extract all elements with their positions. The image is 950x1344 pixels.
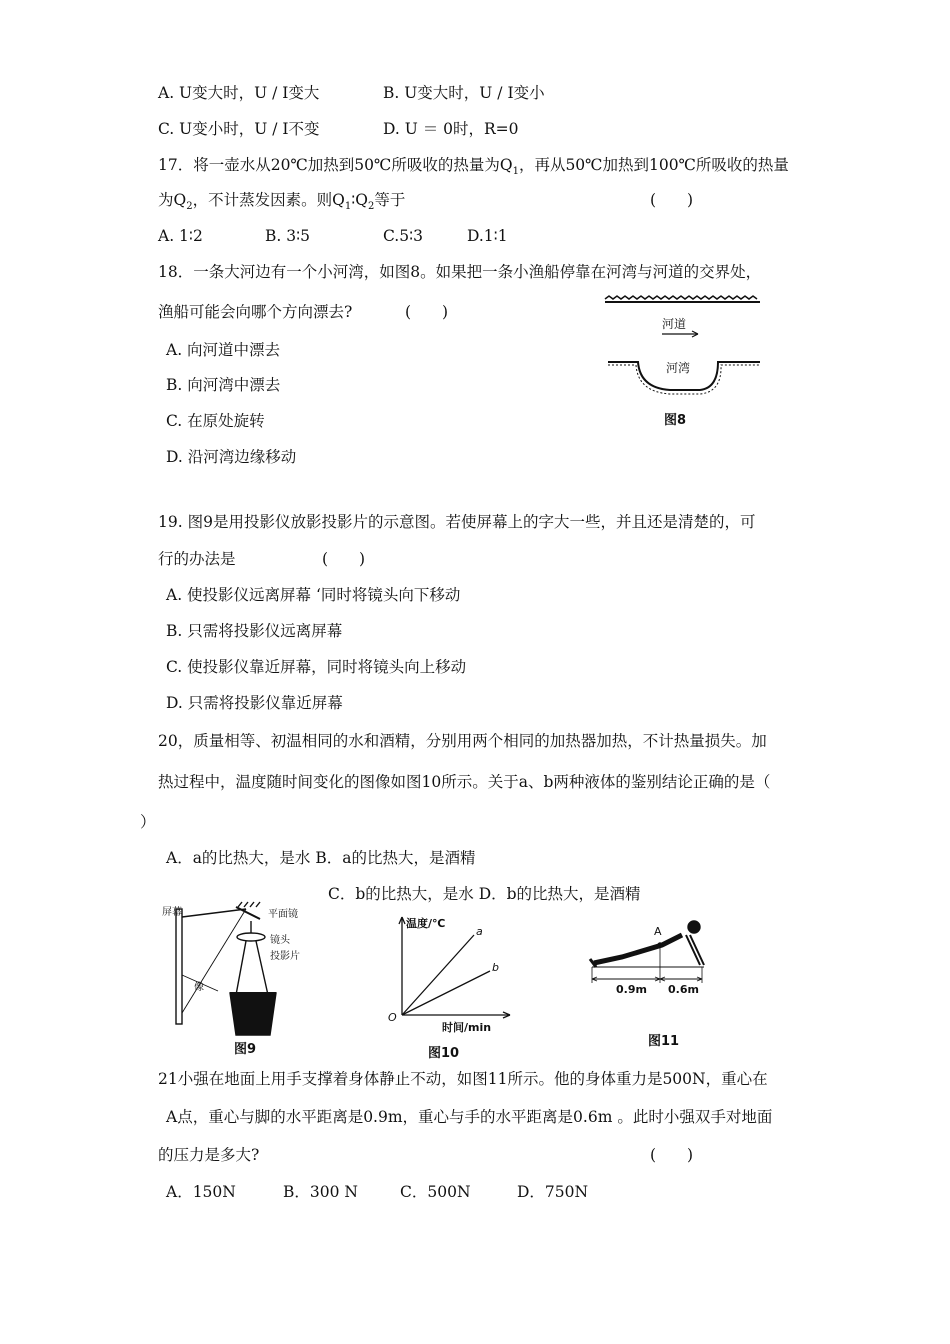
q19-stem-line2: 行的办法是 — [158, 550, 236, 568]
figure-9-label-image: 像 — [194, 982, 204, 993]
q20-stem-line3: ） — [140, 813, 156, 831]
q18-option-d: D. 沿河湾边缘移动 — [166, 448, 297, 466]
figure-10-line-a — [402, 935, 474, 1015]
q18-option-a: A. 向河道中漂去 — [166, 341, 281, 359]
figure-10-line-b — [402, 971, 490, 1015]
q21-stem-line1: 21小强在地面上用手支撑着身体静止不动，如图11所示。他的身体重力是500N，重心在 — [158, 1070, 768, 1088]
q16-option-a: A. U变大时，U / I变大 — [158, 84, 320, 102]
figure-8-label-bay: 河湾 — [666, 361, 691, 375]
q19-option-b: B. 只需将投影仪远离屏幕 — [166, 622, 343, 640]
q16-option-d: D. U ＝ 0时，R=0 — [383, 120, 519, 138]
q18-stem-line1: 18．一条大河边有一个小河湾，如图8。如果把一条小渔船停靠在河湾与河道的交界处， — [158, 263, 762, 281]
q20-stem-line1: 20，质量相等、初温相同的水和酒精，分别用两个相同的加热器加热，不计热量损失。加 — [158, 732, 767, 750]
figure-10-temp-time-graph — [380, 905, 525, 1065]
q17-option-b: B. 3∶5 — [265, 227, 311, 245]
figure-8-label-river: 河道 — [662, 317, 687, 331]
figure-11-dist-feet: 0.9m — [616, 983, 647, 996]
q17-stem-line2: 为$Q_2$，不计蒸发因素。则$Q_1∶Q_2$等于 — [158, 191, 406, 213]
q19-option-d: D. 只需将投影仪靠近屏幕 — [166, 694, 343, 712]
q18-option-b: B. 向河湾中漂去 — [166, 376, 281, 394]
figure-9-label-lens: 镜头 — [270, 935, 290, 946]
figure-10-origin: O — [388, 1011, 397, 1024]
figure-11-point-a: A — [654, 925, 662, 938]
q21-option-a: A．150N — [166, 1183, 236, 1201]
q21-option-b: B．300 N — [283, 1183, 358, 1201]
q17-stem-line1: 17．将一壶水从20℃加热到50℃所吸收的热量为$Q_1$，再从50℃加热到100℃所吸收的热量 — [158, 156, 789, 178]
figure-9-label-screen: 屏幕 — [162, 907, 182, 918]
q16-option-c: C. U变小时，U / I不变 — [158, 120, 320, 138]
figure-10-label-a: a — [476, 925, 483, 938]
figure-11-caption: 图11 — [648, 1034, 680, 1049]
figure-9-projector — [158, 895, 333, 1060]
q18-answer-paren: ( ) — [405, 303, 449, 321]
q17-option-c: C.5∶3 — [383, 227, 423, 245]
q20-options-cd: C．b的比热大，是水 D．b的比热大，是酒精 — [328, 885, 641, 903]
figure-9-caption: 图9 — [234, 1042, 257, 1057]
q20-stem-line2: 热过程中，温度随时间变化的图像如图10所示。关于a、b两种液体的鉴别结论正确的是（ — [158, 773, 771, 791]
q18-option-c: C. 在原处旋转 — [166, 412, 265, 430]
q21-stem-line2: A点，重心与脚的水平距离是0.9m，重心与手的水平距离是0.6m 。此时小强双手对地面 — [166, 1108, 773, 1126]
q19-option-c: C. 使投影仪靠近屏幕，同时将镜头向上移动 — [166, 658, 467, 676]
q21-option-c: C．500N — [400, 1183, 471, 1201]
figure-10-caption: 图10 — [428, 1046, 460, 1061]
figure-10-label-b: b — [492, 961, 499, 974]
q21-answer-paren: ( ) — [650, 1146, 694, 1164]
q19-answer-paren: ( ) — [322, 550, 366, 568]
figure-10-xlabel: 时间/min — [442, 1021, 492, 1034]
q16-option-b: B. U变大时，U / I变小 — [383, 84, 545, 102]
figure-8-caption: 图8 — [664, 413, 687, 428]
q21-stem-line3: 的压力是多大? — [158, 1146, 260, 1164]
q18-stem-line2: 渔船可能会向哪个方向漂去? — [158, 303, 353, 321]
q17-option-a: A. 1∶2 — [158, 227, 203, 245]
figure-11-dist-hands: 0.6m — [668, 983, 699, 996]
figure-9-label-slide: 投影片 — [270, 951, 300, 962]
q20-options-ab: A．a的比热大，是水 B．a的比热大，是酒精 — [166, 849, 476, 867]
figure-11-pushup — [582, 905, 722, 1055]
q19-option-a: A. 使投影仪远离屏幕 ‘同时将镜头向下移动 — [166, 586, 461, 604]
figure-9-label-mirror: 平面镜 — [268, 909, 298, 920]
q21-option-d: D．750N — [517, 1183, 589, 1201]
figure-8-river-bay — [600, 292, 765, 432]
figure-10-ylabel: 温度/℃ — [406, 917, 446, 930]
q17-option-d: D.1∶1 — [467, 227, 508, 245]
q19-stem-line1: 19. 图9是用投影仪放影投影片的示意图。若使屏幕上的字大一些，并且还是清楚的，可 — [158, 513, 756, 531]
q17-answer-paren: ( ) — [650, 191, 694, 209]
